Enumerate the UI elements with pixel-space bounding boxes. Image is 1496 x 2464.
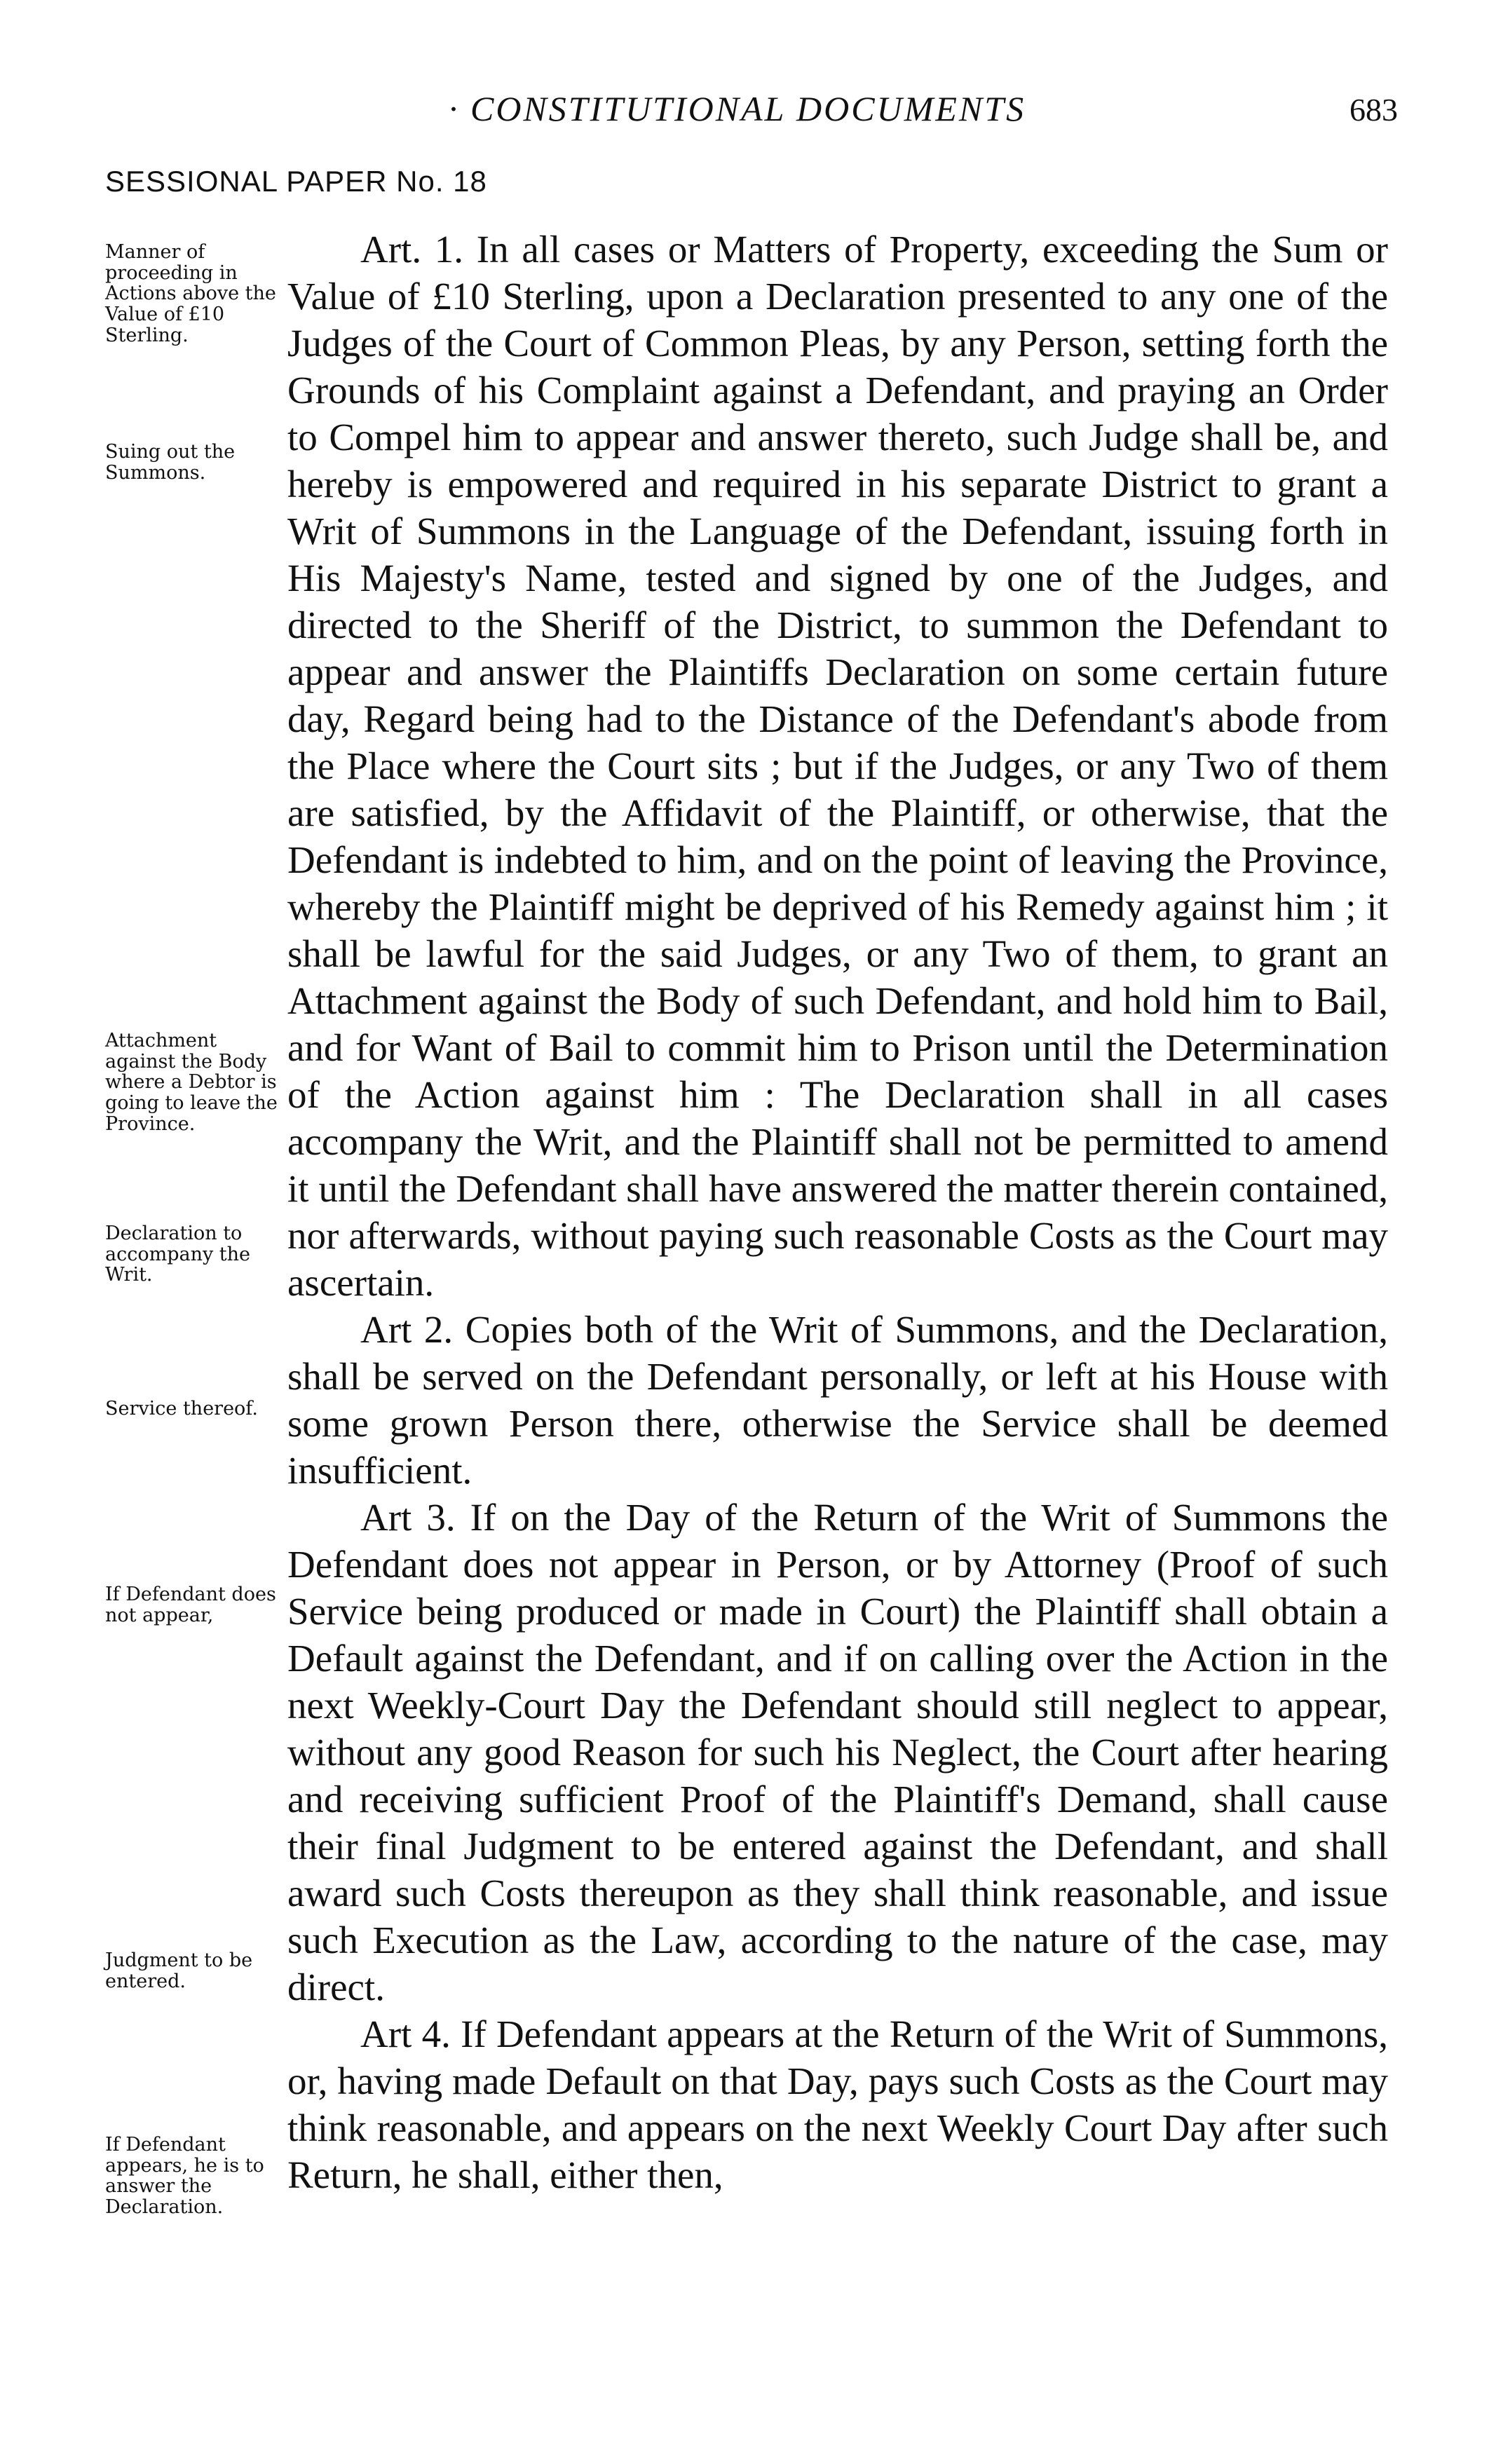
- body-text: [287, 226, 1388, 2198]
- article-4: Art 4. If Defendant appears at the Return of the Writ of Summons, or, having made Default on that Day, pays such Costs as the Court may think reasonable, and appears on the next Weekly Court Day after such Return, he shall, either then,: [287, 2013, 1388, 2196]
- running-head: [0, 84, 1496, 140]
- article-1: Art. 1. In all cases or Matters of Property, exceeding the Sum or Value of £10 Sterling, upon a Declaration presented to any one of the Judges of the Court of Common Pleas, by any Person, setting forth the Grounds of his Complaint against a Defendant, and praying an Order to Compel him to appear and answer thereto, such Judge shall be, and hereby is empowered and required in his separate District to grant a Writ of Summons in the Language of the Defendant, issuing forth in His Majesty's Name, tested and signed by one of the Judges, and directed to the Sheriff of the District, to summon the Defendant to appear and answer the Plaintiffs Declaration on some certain future day, Regard being had to the Distance of the Defendant's abode from the Place where the Court sits ; but if the Judges, or any Two of them are satisfied, by the Affidavit of the Plaintiff, or otherwise, that the Defendant is indebted to him, and on the point of leaving the Province, whereby the Plaintiff might be deprived of his Remedy against him ; it shall be lawful for the said Judges, or any Two of them, to grant an Attachment against the Body of such Defendant, and hold him to Bail, and for Want of Bail to commit him to Prison until the Determination of the Action against him : The Declaration shall in all cases accompany the Writ, and the Plaintiff shall not be permitted to amend it until the Defendant shall have answered the matter therein contained, nor afterwards, without paying such reasonable Costs as the Court may ascertain.: [287, 228, 1388, 1304]
- margin-note-default: If Defendant does not appear,: [105, 1584, 276, 1626]
- margin-note-service: Service thereof.: [105, 1398, 258, 1420]
- margin-note-manner-of-proceeding: Manner of proceeding in Actions above the Value of £10 Sterling.: [105, 241, 276, 346]
- margin-note-defendant-appears: If Defendant appears, he is to answer the Declaration.: [105, 2134, 264, 2219]
- margin-note-suing-out-summons: Suing out the Summons.: [105, 441, 236, 484]
- article-3: Art 3. If on the Day of the Return of the Writ of Summons the Defendant does not appear in Person, or by Attorney (Proof of such Service being produced or made in Court) the Plaintiff shall obtain a Default against the Defendant, and if on calling over the Action in the next Weekly-Court Day the Defendant should still neglect to appear, without any good Reason for such his Neglect, the Court after hearing and receiving sufficient Proof of the Plaintiff's Demand, shall cause their final Judgment to be entered against the Defendant, and shall award such Costs thereupon as they shall think reasonable, and issue such Execution as the Law, according to the nature of the case, may direct.: [287, 1496, 1388, 2008]
- sessional-paper-label: SESSIONAL PAPER No. 18: [105, 165, 487, 198]
- running-head-title: · CONSTITUTIONAL DOCUMENTS: [449, 89, 1026, 128]
- margin-note-judgment: Judgment to be entered.: [105, 1949, 253, 1992]
- margin-note-declaration: Declaration to accompany the Writ.: [105, 1223, 251, 1286]
- page-number: 683: [1349, 92, 1398, 128]
- article-2: Art 2. Copies both of the Writ of Summons, and the Declaration, shall be served on the Defendant personally, or left at his House with some grown Person there, otherwise the Service shall be deemed insufficient.: [287, 1308, 1388, 1492]
- margin-note-attachment: Attachment against the Body where a Debtor is going to leave the Province.: [105, 1030, 278, 1135]
